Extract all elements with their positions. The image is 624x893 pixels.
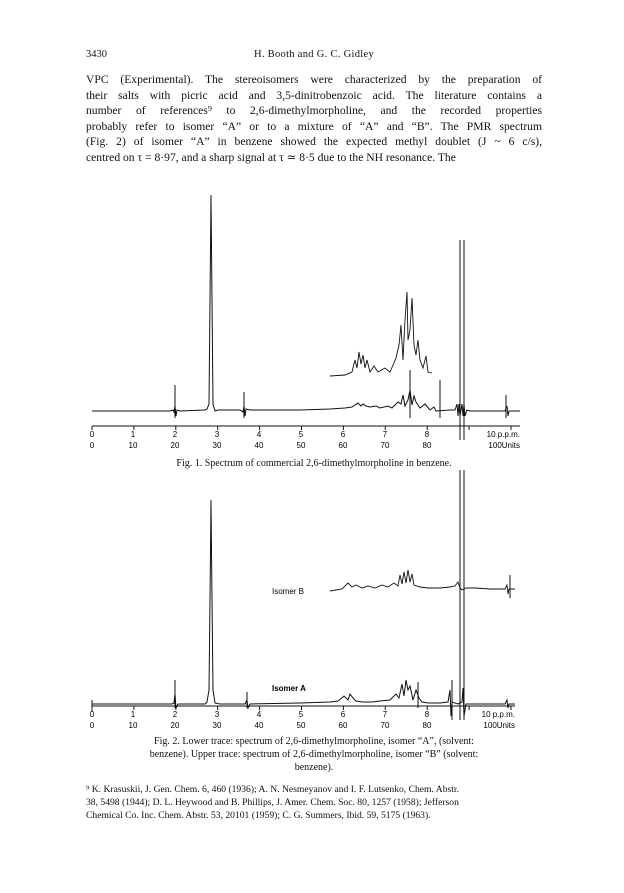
paragraph-line: VPC (Experimental). The stereoisomers were characterized by the preparation of: [86, 73, 542, 86]
fig1-tick-labels: [90, 430, 520, 450]
fig2-unit-label: 0: [89, 721, 95, 730]
figure-2-caption: [86, 735, 542, 774]
fig1-unit-label: 20: [170, 441, 180, 450]
figure-1: [90, 195, 520, 450]
fig1-ppm-label: 3: [214, 430, 220, 439]
fig2-unit-label: 60: [338, 721, 348, 730]
fig1-ppm-label: 7: [382, 430, 388, 439]
paragraph-line: number of references⁹ to 2,6-dimethylmorpholine, and the recorded properties: [86, 104, 542, 118]
fig2-unit-label: 100Units: [483, 721, 515, 730]
fig2-ppm-label: 0: [89, 710, 95, 719]
fig2-unit-label: 10: [128, 721, 138, 730]
page-number: 3430: [86, 49, 107, 60]
paragraph-line: centred on τ = 8·97, and a sharp signal at τ ≃ 8·5 due to the NH resonance. The: [86, 150, 456, 164]
fig1-ppm-label: 10 p.p.m.: [486, 430, 520, 439]
fig1-ppm-label: 2: [172, 430, 178, 439]
paragraph-line: (Fig. 2) of isomer “A” in benzene showed the expected methyl doublet (J ~ 6 c/s),: [86, 135, 542, 149]
fig1-ppm-label: 4: [256, 430, 262, 439]
fig1-ppm-label: 6: [340, 430, 346, 439]
fig2-ppm-label: 4: [256, 710, 262, 719]
fig2-unit-label: 80: [422, 721, 432, 730]
fig2-isomer-b-label: Isomer B: [272, 587, 305, 596]
fig1-unit-label: 100Units: [488, 441, 520, 450]
fig2-ppm-label: 5: [298, 710, 304, 719]
fig2-ppm-label: 3: [214, 710, 220, 719]
fig2-unit-label: 30: [212, 721, 222, 730]
fig1-unit-label: 80: [422, 441, 432, 450]
reference-line: ⁹ K. Krasuskii, J. Gen. Chem. 6, 460 (1936); A. N. Nesmeyanov and I. F. Lutsenko, Chem. Abstr.: [86, 784, 459, 795]
fig1-unit-label: 40: [254, 441, 264, 450]
fig2-ppm-label: 10 p.p.m.: [481, 710, 515, 719]
fig1-unit-label: 30: [212, 441, 222, 450]
fig1-ppm-label: 8: [424, 430, 430, 439]
figure-2: [90, 470, 515, 730]
fig1-unit-label: 70: [380, 441, 390, 450]
fig2-ppm-label: 2: [172, 710, 178, 719]
reference-line: 38, 5498 (1944); D. L. Heywood and B. Phillips, J. Amer. Chem. Soc. 80, 1257 (1958); Jefferson: [86, 797, 459, 809]
figure-1-caption: Fig. 1. Spectrum of commercial 2,6-dimethylmorpholine in benzene.: [176, 458, 452, 469]
running-head-authors: H. Booth and G. C. Gidley: [253, 49, 375, 60]
fig2-unit-label: 50: [296, 721, 306, 730]
fig2-isomer-a-label: Isomer A: [272, 684, 306, 693]
reference-line: Chemical Co. Inc. Chem. Abstr. 53, 20101 (1959); C. G. Summers, Ibid. 59, 5175 (1963).: [86, 810, 431, 822]
fig2-ppm-label: 8: [424, 710, 430, 719]
fig2-ppm-label: 1: [130, 710, 136, 719]
fig1-spectrum-trace: [92, 195, 520, 416]
caption-line: benzene). Upper trace: spectrum of 2,6-dimethylmorpholine, isomer “B” (solvent:: [149, 749, 479, 760]
fig2-unit-label: 40: [254, 721, 264, 730]
fig1-ppm-label: 5: [298, 430, 304, 439]
caption-line: Fig. 2. Lower trace: spectrum of 2,6-dimethylmorpholine, isomer “A”, (solvent:: [154, 736, 474, 747]
fig2-peak-markers: [172, 470, 510, 720]
fig2-unit-label: 20: [170, 721, 180, 730]
fig1-unit-label: 50: [296, 441, 306, 450]
fig1-unit-label: 10: [128, 441, 138, 450]
fig1-ppm-label: 1: [130, 430, 136, 439]
paragraph-line: probably refer to isomer “A” or to a mixture of “A” and “B”. The PMR spectrum: [86, 119, 542, 133]
caption-line: benzene).: [294, 762, 334, 773]
fig2-upper-trace: [330, 570, 515, 594]
fig2-ppm-label: 6: [340, 710, 346, 719]
fig1-inset-trace: [330, 292, 432, 376]
paragraph-line: their salts with picric acid and 3,5-dinitrobenzoic acid. The literature contains a: [86, 88, 542, 102]
fig2-ppm-label: 7: [382, 710, 388, 719]
fig1-unit-label: 0: [89, 441, 95, 450]
fig1-ppm-label: 0: [89, 430, 95, 439]
footnote-references: [86, 783, 542, 823]
fig2-unit-label: 70: [380, 721, 390, 730]
fig1-unit-label: 60: [338, 441, 348, 450]
